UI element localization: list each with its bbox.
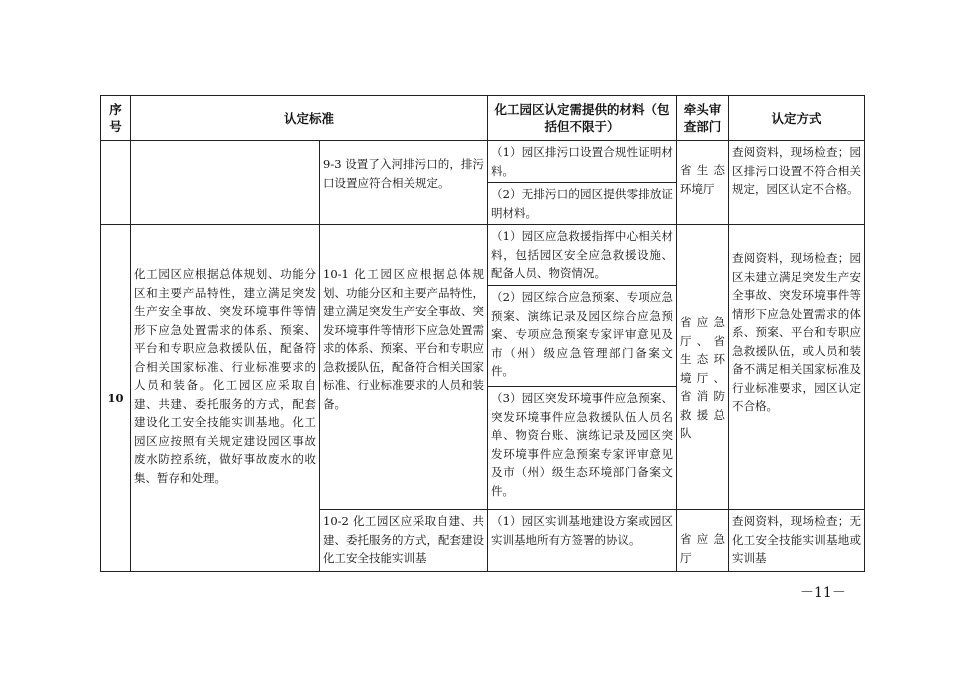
row-10-2-materials: （1）园区实训基地建设方案或园区实训基地所有方签署的协议。 — [488, 510, 677, 572]
material-item: （1）园区排污口设置合规性证明材料。 — [488, 141, 676, 183]
row-10-2-standard: 10-2 化工园区应采取自建、共建、委托服务的方式，配套建设化工安全技能实训基 — [320, 510, 488, 572]
material-item: （2）园区综合应急预案、专项应急预案、演练记录及园区综合应急预案、专项应急预案专家评审意见及市（州）级应急管理部门备案文件。 — [488, 286, 676, 387]
material-item: （2）无排污口的园区提供零排放证明材料。 — [491, 187, 674, 220]
row-10-main-standard: 化工园区应根据总体规划、功能分区和主要产品特性，建立满足突发生产安全事故、突发环境事件等情形下应急处置需求的体系、预案、平台和专职应急救援队伍，配备符合相关国家标准、行业标准要求的人员和装备。化工园区应采取自建、共建、委托服务的方式，配套建设化工安全技能实训基地。化工园区应按照有关规定建设园区事故废水防控系统，做好事故废水的收集、暂存和处理。 — [131, 225, 320, 572]
row-9-3-no — [101, 141, 131, 225]
material-item: （3）园区突发环境事件应急预案、突发环境事件应急救援队伍人员名单、物资台账、演练记录及园区突发环境事件应急预案专家评审意见及市（州）级生态环境部门备案文件。 — [491, 391, 674, 498]
row-9-3-sub-standard: 9-3 设置了入河排污口的，排污口设置应符合相关规定。 — [320, 141, 488, 225]
page-number: －11－ — [800, 585, 846, 601]
row-10-2-dept: 省应急厅 — [677, 510, 729, 572]
row-9-3-method: 查阅资料，现场检查；园区排污口设置不符合相关规定，园区认定不合格。 — [729, 141, 865, 225]
criteria-table — [100, 95, 865, 572]
row-10-no: 10 — [101, 225, 131, 572]
row-9-3-main-standard — [131, 141, 320, 225]
row-10-1-standard: 10-1 化工园区应根据总体规划、功能分区和主要产品特性，建立满足突发生产安全事故、突发环境事件等情形下应急处置需求的体系、预案、平台和专职应急救援队伍，配备符合相关国家标准、行业标准要求的人员和装备。 — [320, 225, 488, 510]
header-method: 认定方式 — [729, 96, 865, 141]
row-10-2-method: 查阅资料，现场检查；无化工安全技能实训基地或实训基 — [729, 510, 865, 572]
header-materials: 化工园区认定需提供的材料（包括但不限于） — [488, 96, 677, 141]
row-9-3-dept: 省生态环境厅 — [677, 141, 729, 225]
table-row — [101, 225, 865, 510]
material-item: （1）园区应急救援指挥中心相关材料，包括园区安全应急救援设施、配备人员、物资情况。 — [488, 225, 676, 286]
table-row — [101, 141, 865, 225]
header-dept: 牵头审查部门 — [677, 96, 729, 141]
row-10-1-dept: 省应急厅、省生态环境厅、省消防救援总队 — [677, 225, 729, 510]
row-10-1-method: 查阅资料，现场检查；园区未建立满足突发生产安全事故、突发环境事件等情形下应急处置需求的体系、预案、平台和专职应急救援队伍，或人员和装备不满足相关国家标准及行业标准要求，园区认定不合格。 — [729, 225, 865, 510]
row-10-1-materials — [488, 225, 677, 510]
table-header-row — [101, 96, 865, 141]
header-standard: 认定标准 — [131, 96, 488, 141]
row-9-3-materials — [488, 141, 677, 225]
header-no: 序号 — [101, 96, 131, 141]
